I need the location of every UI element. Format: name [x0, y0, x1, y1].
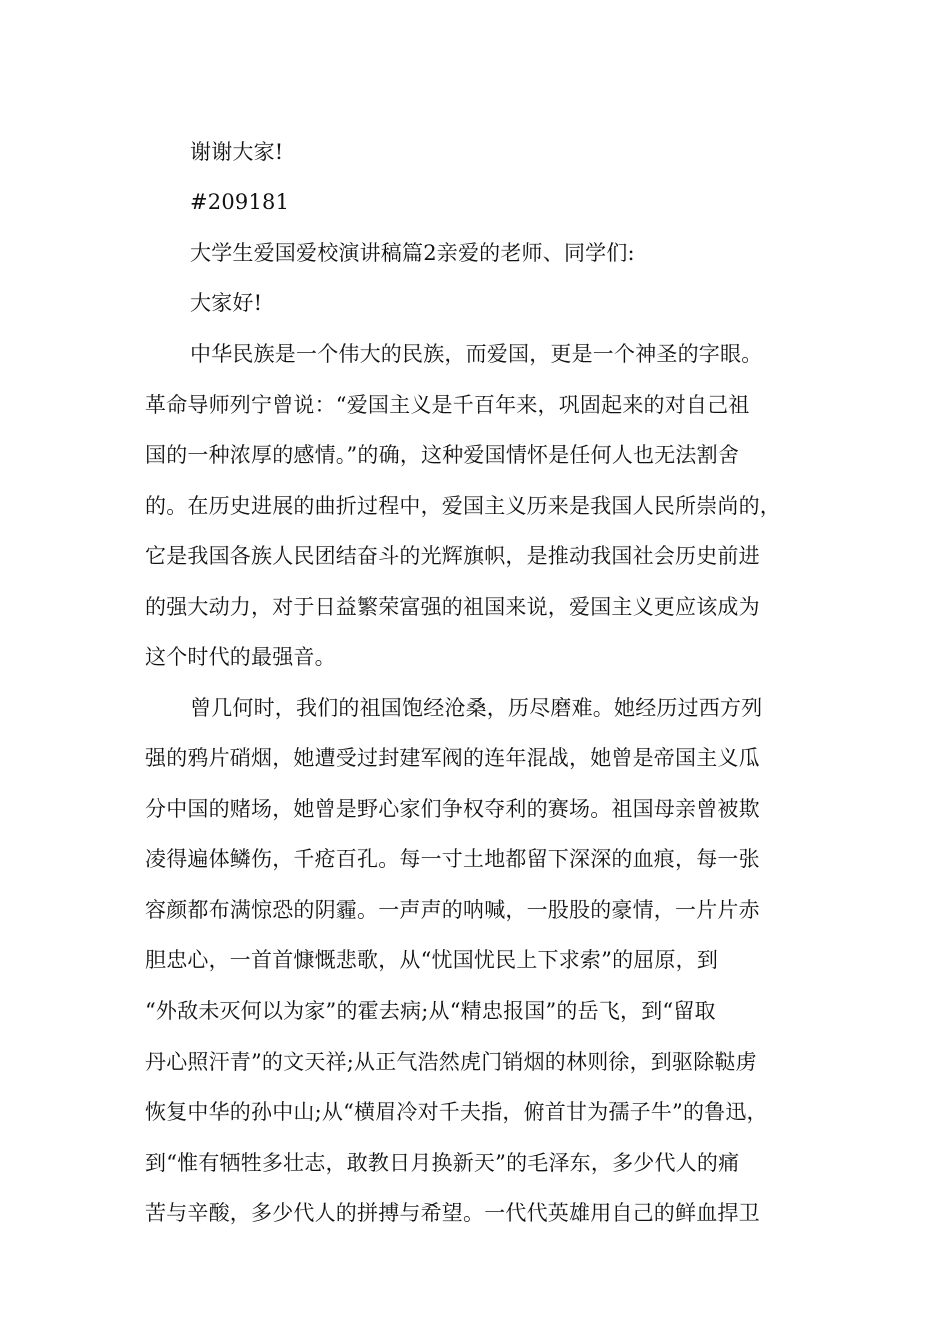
paragraph-line: “外敌未灭何以为家”的霍去病;从“精忠报国”的岳飞，到“留取 [145, 999, 716, 1023]
paragraph-line: 国的一种浓厚的感情。”的确，这种爱国情怀是任何人也无法割舍 [145, 443, 740, 467]
greeting: 大家好! [190, 291, 263, 315]
paragraph-line: 到“惟有牺牲多壮志，敢教日月换新天”的毛泽东，多少代人的痛 [145, 1151, 740, 1175]
paragraph-line: 强的鸦片硝烟，她遭受过封建军阀的连年混战，她曾是帝国主义瓜 [145, 746, 760, 770]
paragraph-line: 苦与辛酸，多少代人的拼搏与希望。一代代英雄用自己的鲜血捍卫 [145, 1201, 760, 1225]
paragraph-line: 丹心照汗青”的文天祥;从正气浩然虎门销烟的林则徐，到驱除鞑虏 [145, 1050, 757, 1074]
paragraph-line: 凌得遍体鳞伤，千疮百孔。每一寸土地都留下深深的血痕，每一张 [145, 847, 760, 871]
paragraph-line: 胆忠心，一首首慷慨悲歌，从“忧国忧民上下求索”的屈原，到 [145, 948, 719, 972]
paragraph-line: 容颜都布满惊恐的阴霾。一声声的呐喊，一股股的豪情，一片片赤 [145, 898, 760, 922]
paragraph-line: 中华民族是一个伟大的民族，而爱国，更是一个神圣的字眼。 [190, 342, 763, 366]
closing-line: 谢谢大家! [190, 140, 284, 164]
paragraph-line: 的强大动力，对于日益繁荣富强的祖国来说，爱国主义更应该成为 [145, 595, 760, 619]
document-id: #209181 [190, 190, 290, 214]
paragraph-line: 曾几何时，我们的祖国饱经沧桑，历尽磨难。她经历过西方列 [190, 696, 763, 720]
speech-title: 大学生爱国爱校演讲稿篇2亲爱的老师、同学们: [190, 241, 635, 265]
paragraph-line: 革命导师列宁曾说：“爱国主义是千百年来，巩固起来的对自己祖 [145, 393, 750, 417]
paragraph-line: 分中国的赌场，她曾是野心家们争权夺利的赛场。祖国母亲曾被欺 [145, 797, 760, 821]
paragraph-line: 恢复中华的孙中山;从“横眉冷对千夫指，俯首甘为孺子牛”的鲁迅， [145, 1100, 768, 1124]
paragraph-line: 的。在历史进展的曲折过程中，爱国主义历来是我国人民所崇尚的， [145, 494, 781, 518]
paragraph-line: 这个时代的最强音。 [145, 645, 336, 669]
paragraph-line: 它是我国各族人民团结奋斗的光辉旗帜，是推动我国社会历史前进 [145, 544, 760, 568]
